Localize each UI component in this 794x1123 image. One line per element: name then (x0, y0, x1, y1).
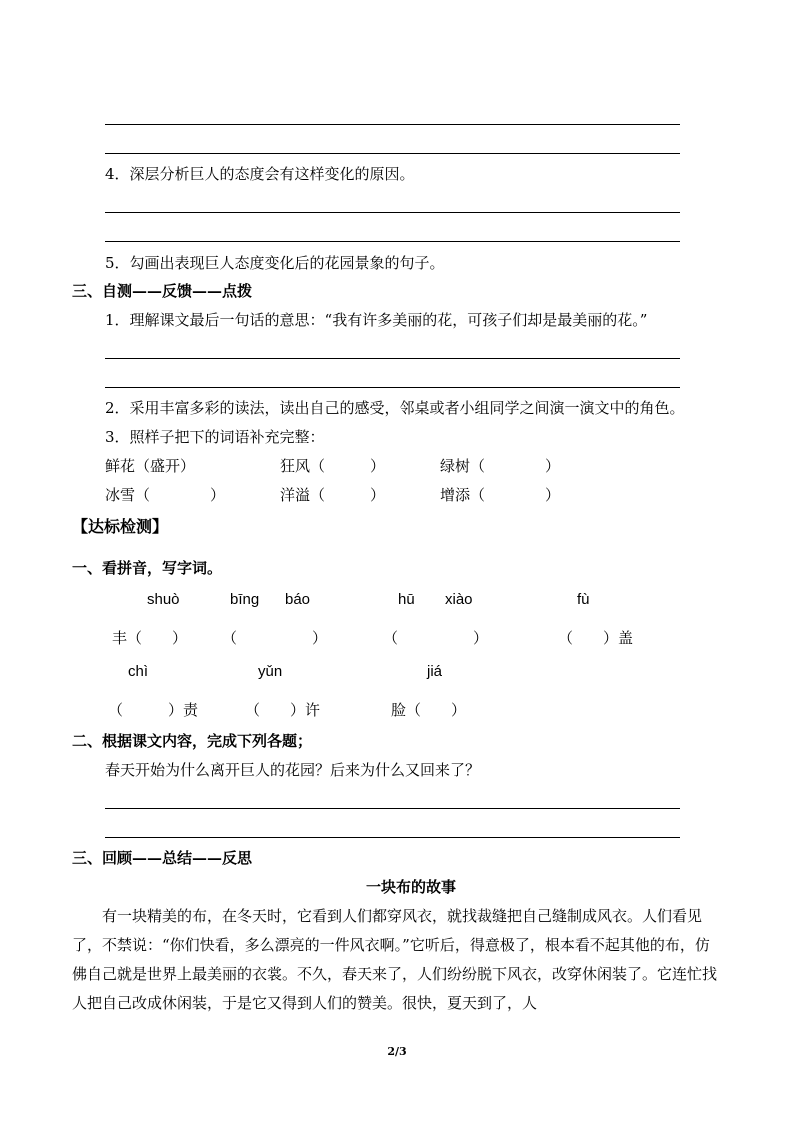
pinyin: jiá (427, 663, 443, 680)
question-4: 4．深层分析巨人的态度会有这样变化的原因。 (105, 165, 415, 183)
page-number: 2/3 (387, 1045, 407, 1058)
pinyin: báo (285, 591, 311, 608)
word-item: 绿树（ ） (440, 457, 561, 475)
section-3-question-3: 3．照样子把下的词语补充完整： (105, 428, 325, 446)
part-2-title: 二、根据课文内容，完成下列各题； (72, 732, 313, 750)
word-item: 鲜花（盛开） (105, 457, 196, 475)
char-blank: （ ）盖 (558, 629, 634, 647)
test-title: 【达标检测】 (72, 517, 169, 536)
word-item: 狂风（ ） (280, 457, 386, 475)
pinyin: hū (398, 591, 415, 608)
pinyin: shuò (147, 591, 180, 608)
pinyin: fù (577, 591, 590, 608)
story-paragraph: 有一块精美的布，在冬天时，它看到人们都穿风衣，就找裁缝把自己缝制成风衣。人们看见了，不禁说：“你们快看，多么漂亮的一件风衣啊。”它听后，得意极了，根本看不起其他的布，仿佛自己就是世界上最美丽的衣裳。不久，春天来了，人们纷纷脱下风衣，改穿休闲装了。它连忙找人把自己改成休闲装，于是它又得到人们的赞美。很快，夏天到了，人 (72, 907, 717, 1012)
answer-line (105, 387, 680, 388)
question-5: 5．勾画出表现巨人态度变化后的花园景象的句子。 (105, 254, 445, 272)
answer-line (105, 837, 680, 838)
pinyin: yǔn (258, 663, 283, 680)
section-3-question-2: 2．采用丰富多彩的读法，读出自己的感受，邻桌或者小组同学之间演一演文中的角色。 (105, 399, 685, 417)
part-2-question: 春天开始为什么离开巨人的花园？后来为什么又回来了？ (105, 761, 481, 779)
word-item: 洋溢（ ） (280, 486, 386, 504)
word-item: 增添（ ） (440, 486, 561, 504)
answer-line (105, 358, 680, 359)
answer-line (105, 808, 680, 809)
section-3-question-1: 1．理解课文最后一句话的意思：“我有许多美丽的花，可孩子们却是最美丽的花。” (105, 311, 648, 329)
answer-line (105, 153, 680, 154)
answer-line (105, 124, 680, 125)
word-item: 冰雪（ ） (105, 486, 226, 504)
part-3-title: 三、回顾——总结——反思 (72, 849, 253, 867)
char-blank: 丰（ ） (112, 629, 188, 647)
pinyin: xiào (445, 591, 473, 608)
pinyin: chì (128, 663, 149, 680)
story-title: 一块布的故事 (366, 878, 457, 896)
char-blank: （ ）许 (245, 701, 321, 719)
part-1-title: 一、看拼音，写字词。 (72, 559, 223, 577)
answer-line (105, 241, 680, 242)
char-blank: （ ） (222, 629, 328, 647)
pinyin: bīng (230, 591, 260, 608)
section-3-title: 三、自测——反馈——点拨 (72, 282, 253, 300)
char-blank: （ ）责 (108, 701, 199, 719)
answer-line (105, 212, 680, 213)
char-blank: （ ） (383, 629, 489, 647)
char-blank: 脸（ ） (391, 701, 467, 719)
